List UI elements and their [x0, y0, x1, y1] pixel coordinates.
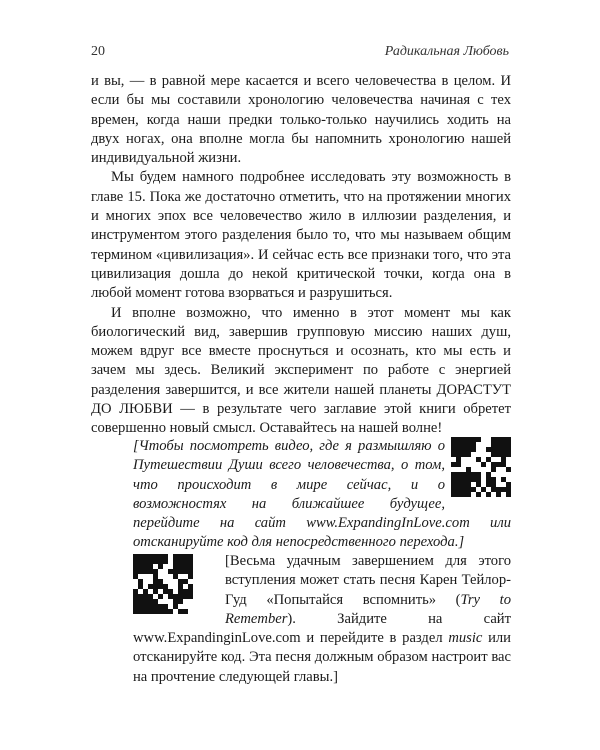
video-qr-code-icon[interactable]: [451, 437, 511, 497]
body-text: [91, 72, 511, 439]
song-note-part: [Весьма удачным завершением для этого вступления может стать песня Карен Тейлор-Гуд «Попытайся вспомнить» (: [225, 553, 511, 608]
song-title: Try to Remember: [225, 591, 511, 627]
song-note-part: или отсканируйте код. Эта песня должным образом настроит вас на прочтение следующей главы.]: [133, 630, 511, 685]
song-note-part: ). Зайдите на сайт www.ExpandinginLove.com и перейдите в раздел: [133, 610, 511, 647]
page-number: 20: [91, 44, 105, 59]
paragraph: и вы, — в равной мере касается и всего человечества в целом. И если бы мы составили хронологию человечества начиная с тех времен, когда наши предки только-только научились ходить на двух ногах, она вполне могла бы напомнить хронологию нашей индивидуальной жизни.: [91, 73, 511, 167]
paragraph: Мы будем намного подробнее исследовать эту возможность в главе 15. Пока же достаточно отметить, что на протяжении многих и многих эпох все человечество жило в иллюзии разделения, и инструментом этого разделения было то, что мы называем общим термином «цивилизация». И сейчас есть все признаки того, что эта цивилизация дошла до некой критической точки, когда она в любой момент готова взорваться и разрушиться.: [91, 169, 511, 302]
paragraph: И вполне возможно, что именно в этот момент мы как биологический вид, завершив групповую миссию наших душ, можем вдруг все вместе проснуться и осознать, кто мы есть и зачем мы здесь. Великий эксперимент по работе с энергией разделения завершится, и все жители нашей планеты ДОРАСТУТ ДО ЛЮБВИ — в результате чего заглавие этой книги обретет совершенно новый смысл. Оставайтесь на нашей волне!: [91, 304, 511, 437]
music-section-name: music: [448, 630, 483, 647]
song-note: [133, 552, 511, 687]
video-note: [133, 437, 511, 553]
song-qr-code-icon[interactable]: [133, 554, 193, 614]
running-title: Радикальная Любовь: [384, 44, 509, 59]
video-note-text: [Чтобы посмотреть видео, где я размышляю о Путешествии Души всего человечества, о том, что происходит в мире сейчас, и о возможностях на ближайшее будущее, перейдите на сайт www.ExpandingInLove.com или отсканируйте код для непосредственного перехода.]: [133, 438, 511, 551]
